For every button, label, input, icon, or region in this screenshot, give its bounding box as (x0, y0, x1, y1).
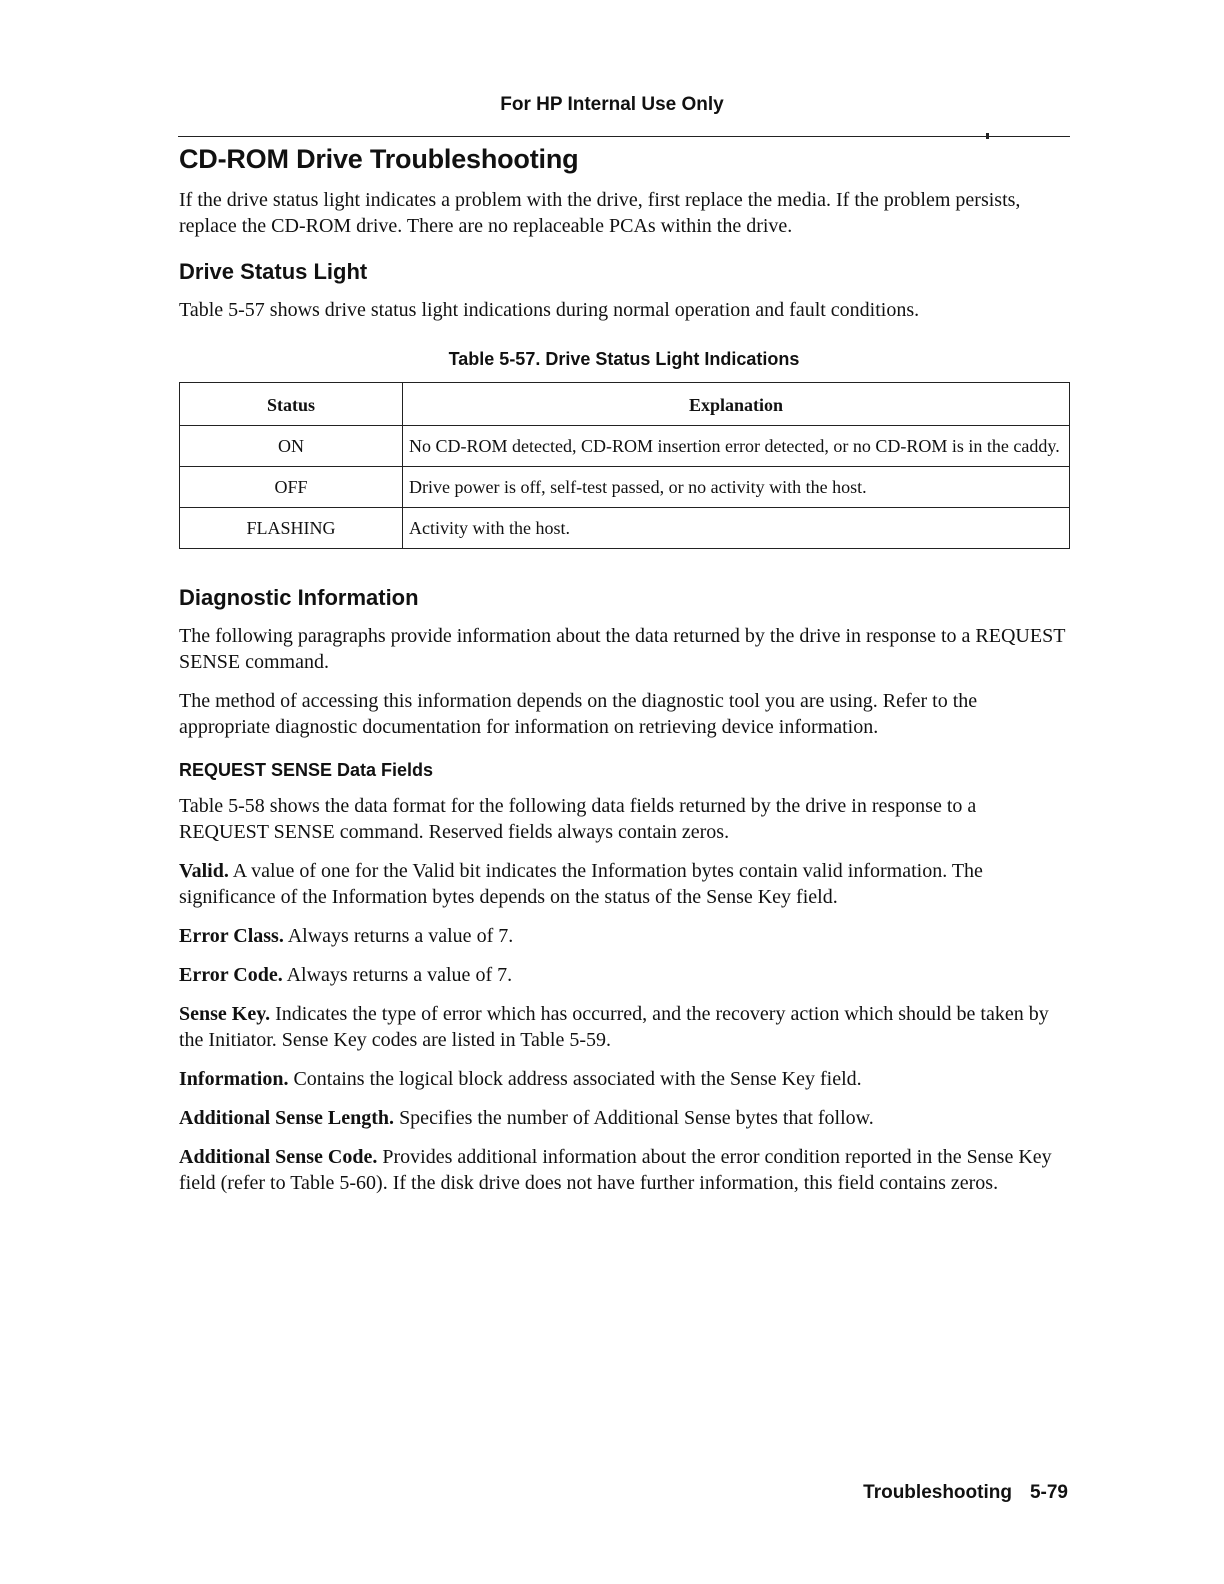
field-additional-sense-length (179, 1105, 1069, 1131)
field-term: Additional Sense Code. (179, 1146, 378, 1168)
field-term: Information. (179, 1068, 289, 1090)
diagnostic-paragraph-1: The following paragraphs provide information about the data returned by the drive in response to a REQUEST SENSE command. (179, 625, 1066, 673)
field-sense-key (179, 1001, 1069, 1053)
field-term: Additional Sense Length. (179, 1107, 395, 1129)
field-additional-sense-code (179, 1144, 1069, 1196)
explanation-cell: Drive power is off, self-test passed, or no activity with the host. (403, 467, 1070, 508)
page-number: 5-79 (1029, 1482, 1068, 1503)
page-footer (863, 1482, 1068, 1504)
request-sense-heading: REQUEST SENSE Data Fields (179, 760, 434, 780)
field-information (179, 1066, 1069, 1092)
field-desc: Specifies the number of Additional Sense bytes that follow. (399, 1107, 874, 1129)
header-rule (178, 136, 1070, 137)
request-sense-intro: Table 5-58 shows the data format for the following data fields returned by the drive in response to a REQUEST SENSE command. Reserved fields always contain zeros. (179, 795, 977, 843)
table-header-row (180, 383, 1070, 426)
field-error-code (179, 962, 1069, 988)
page-title: CD-ROM Drive Troubleshooting (179, 144, 579, 174)
field-error-class (179, 923, 1069, 949)
explanation-cell: Activity with the host. (403, 508, 1070, 549)
field-desc: A value of one for the Valid bit indicates the Information bytes contain valid information. The significance of the Information bytes depends on the status of the Sense Key field. (179, 860, 983, 908)
intro-paragraph: If the drive status light indicates a problem with the drive, first replace the media. If the problem persists, replace the CD-ROM drive. There are no replaceable PCAs within the drive. (179, 189, 1021, 237)
field-term: Valid. (179, 860, 229, 882)
table-row (180, 426, 1070, 467)
table-caption: Table 5-57. Drive Status Light Indications (448, 349, 800, 369)
drive-status-text: Table 5-57 shows drive status light indications during normal operation and fault conditions. (179, 299, 920, 321)
drive-status-table (179, 382, 1070, 549)
column-header-status: Status (180, 383, 403, 426)
page-header: For HP Internal Use Only (500, 94, 724, 115)
field-desc: Always returns a value of 7. (286, 964, 513, 986)
table-row (180, 467, 1070, 508)
field-valid (179, 858, 1069, 910)
status-cell: OFF (180, 467, 403, 508)
diagnostic-heading: Diagnostic Information (179, 585, 419, 610)
explanation-cell: No CD-ROM detected, CD-ROM insertion error detected, or no CD-ROM is in the caddy. (403, 426, 1070, 467)
drive-status-heading: Drive Status Light (179, 259, 368, 284)
column-header-explanation: Explanation (403, 383, 1070, 426)
field-desc: Always returns a value of 7. (287, 925, 514, 947)
diagnostic-paragraph-2: The method of accessing this information depends on the diagnostic tool you are using. Refer to the appropriate diagnostic documentation for information on retrieving device information. (179, 690, 978, 738)
field-term: Sense Key. (179, 1003, 271, 1025)
status-cell: ON (180, 426, 403, 467)
field-term: Error Class. (179, 925, 284, 947)
page-content (179, 140, 1069, 1209)
table-row (180, 508, 1070, 549)
field-desc: Indicates the type of error which has occurred, and the recovery action which should be taken by the Initiator. Sense Key codes are listed in Table 5-59. (179, 1003, 1049, 1051)
field-desc: Provides additional information about the error condition reported in the Sense Key field (refer to Table 5-60). If the disk drive does not have further information, this field contains zeros. (179, 1146, 1052, 1194)
field-term: Error Code. (179, 964, 283, 986)
footer-section: Troubleshooting (863, 1482, 1012, 1503)
field-desc: Contains the logical block address associated with the Sense Key field. (293, 1068, 862, 1090)
header-rule-tick (986, 133, 989, 139)
status-cell: FLASHING (180, 508, 403, 549)
